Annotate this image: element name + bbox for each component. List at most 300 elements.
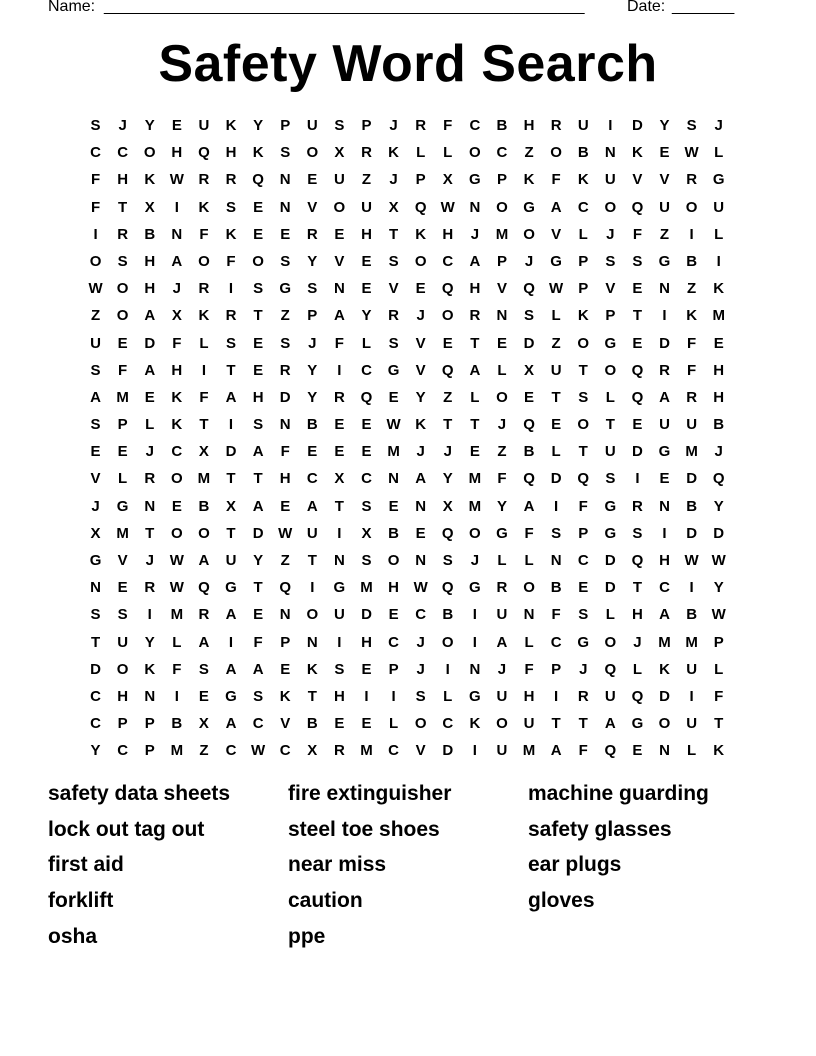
grid-cell: U — [604, 171, 616, 189]
grid-cell: O — [198, 524, 210, 542]
grid-cell: J — [91, 497, 100, 515]
word-column-2 — [288, 778, 528, 956]
grid-cell: L — [605, 388, 615, 406]
grid-cell: E — [253, 361, 264, 379]
grid-cell: K — [713, 742, 725, 760]
grid-cell: U — [361, 198, 372, 216]
grid-cell: E — [361, 715, 372, 733]
grid-cell: E — [334, 225, 345, 243]
grid-cell: N — [90, 579, 101, 597]
grid-cell: U — [713, 198, 725, 216]
grid-cell: E — [334, 416, 345, 434]
grid-cell: K — [686, 307, 698, 325]
grid-cell: O — [198, 252, 210, 270]
grid-cell: R — [659, 361, 670, 379]
grid-cell: F — [226, 252, 236, 270]
grid-cell: D — [632, 443, 643, 461]
grid-cell: A — [659, 606, 670, 624]
grid-cell: O — [577, 416, 590, 434]
grid-cell: F — [199, 225, 209, 243]
grid-cell: Y — [307, 388, 318, 406]
grid-cell: P — [144, 742, 155, 760]
grid-cell: H — [252, 388, 264, 406]
grid-cell: N — [550, 552, 562, 569]
grid-cell: D — [659, 334, 670, 352]
grid-cell: A — [198, 552, 210, 569]
word-list-item: machine guarding — [528, 782, 709, 805]
grid-cell: S — [226, 334, 237, 352]
grid-cell: S — [90, 117, 101, 134]
grid-cell: G — [496, 524, 508, 542]
grid-cell: G — [469, 171, 481, 189]
grid-cell: V — [605, 280, 616, 298]
grid-cell: T — [632, 579, 642, 597]
grid-cell: J — [389, 117, 398, 134]
grid-cell: W — [169, 552, 184, 569]
grid-cell: A — [415, 470, 427, 488]
grid-cell: Q — [631, 552, 644, 569]
grid-cell: B — [442, 606, 454, 624]
grid-cell: C — [442, 252, 454, 270]
grid-cell: O — [414, 252, 427, 270]
grid-cell: E — [171, 117, 182, 134]
grid-cell: L — [497, 361, 507, 379]
grid-cell: E — [90, 443, 101, 461]
grid-cell: C — [306, 470, 318, 488]
grid-cell: X — [307, 742, 318, 760]
grid-cell: D — [442, 742, 454, 760]
grid-cell: K — [415, 225, 427, 243]
grid-cell: M — [522, 742, 536, 760]
grid-cell: T — [307, 687, 317, 705]
grid-cell: T — [226, 470, 236, 488]
grid-cell: L — [714, 144, 724, 162]
grid-cell: M — [712, 307, 725, 325]
grid-cell: U — [306, 117, 318, 134]
grid-cell: E — [496, 334, 507, 352]
grid-cell: I — [174, 198, 179, 216]
grid-cell: U — [550, 361, 562, 379]
grid-cell: E — [415, 280, 426, 298]
grid-cell: Z — [524, 144, 534, 162]
grid-cell: Q — [631, 361, 644, 379]
grid-cell: A — [523, 497, 535, 515]
grid-cell: A — [225, 660, 237, 678]
grid-cell: A — [225, 388, 237, 406]
grid-cell: Q — [523, 416, 535, 434]
grid-cell: W — [711, 606, 726, 624]
grid-cell: J — [145, 552, 154, 569]
grid-cell: S — [253, 687, 264, 705]
grid-cell: I — [662, 307, 667, 325]
grid-cell: A — [225, 606, 237, 624]
grid-cell: I — [228, 416, 234, 434]
grid-cell: N — [659, 742, 670, 760]
grid-cell: O — [116, 280, 129, 298]
grid-row — [82, 302, 734, 329]
grid-row — [82, 357, 734, 384]
grid-cell: K — [225, 117, 237, 134]
grid-cell: T — [253, 307, 263, 325]
word-list-item: lock out tag out — [48, 817, 205, 841]
grid-cell: T — [578, 443, 588, 461]
grid-cell: C — [388, 742, 399, 760]
grid-cell: D — [604, 552, 616, 569]
grid-cell: G — [523, 198, 535, 216]
grid-cell: O — [469, 524, 481, 542]
grid-cell: E — [632, 742, 643, 760]
grid-row — [82, 330, 734, 357]
grid-cell: Z — [280, 552, 290, 569]
grid-cell: O — [523, 225, 535, 243]
grid-cell: S — [334, 117, 345, 134]
grid-cell: D — [604, 579, 616, 597]
grid-cell: R — [361, 144, 372, 162]
grid-cell: Y — [361, 307, 372, 325]
grid-cell: A — [550, 198, 562, 216]
grid-cell: E — [361, 252, 372, 270]
grid-cell: C — [117, 742, 129, 760]
grid-cell: I — [201, 361, 206, 379]
grid-cell: G — [604, 497, 617, 515]
grid-cell: Q — [198, 579, 210, 597]
grid-cell: E — [253, 198, 264, 216]
grid-cell: J — [497, 416, 507, 434]
grid-cell: Q — [604, 660, 617, 678]
grid-cell: R — [686, 171, 698, 189]
grid-cell: V — [307, 198, 318, 216]
grid-cell: V — [659, 171, 670, 189]
grid-cell: C — [496, 144, 508, 162]
grid-cell: G — [279, 280, 292, 298]
grid-cell: D — [90, 660, 101, 678]
grid-cell: D — [686, 524, 698, 542]
grid-cell: G — [469, 687, 481, 705]
grid-cell: U — [686, 416, 698, 434]
grid-cell: O — [523, 579, 535, 597]
grid-cell: B — [198, 497, 210, 515]
grid-cell: O — [116, 660, 129, 678]
grid-cell: O — [496, 715, 508, 733]
grid-cell: G — [712, 171, 725, 189]
grid-cell: N — [604, 144, 616, 162]
grid-row — [82, 221, 734, 248]
grid-cell: R — [333, 388, 345, 406]
grid-cell: N — [144, 497, 156, 515]
grid-cell: S — [361, 497, 372, 515]
grid-cell: A — [90, 388, 101, 406]
grid-cell: Q — [631, 198, 644, 216]
grid-cell: P — [551, 660, 562, 678]
grid-cell: K — [225, 225, 237, 243]
grid-cell: F — [172, 660, 182, 678]
grid-cell: I — [445, 660, 450, 678]
grid-cell: I — [391, 687, 396, 705]
grid-cell: D — [713, 524, 725, 542]
grid-cell: I — [608, 117, 613, 134]
grid-cell: L — [551, 443, 561, 461]
grid-cell: I — [554, 497, 559, 515]
grid-cell: W — [440, 198, 455, 216]
grid-cell: U — [333, 171, 345, 189]
grid-cell: H — [144, 252, 156, 270]
grid-cell: O — [89, 252, 102, 270]
grid-cell: E — [659, 470, 670, 488]
grid-cell: C — [388, 633, 399, 651]
grid-cell: I — [337, 361, 342, 379]
grid-row — [82, 737, 734, 764]
word-list-item: osha — [48, 924, 98, 948]
grid-cell: P — [605, 307, 616, 325]
grid-cell: P — [144, 715, 155, 733]
grid-cell: X — [90, 524, 101, 542]
date-blank-line: _______ — [672, 0, 735, 15]
grid-cell: H — [171, 361, 183, 379]
grid-cell: F — [443, 117, 453, 134]
grid-cell: Z — [659, 225, 670, 243]
grid-cell: Q — [712, 470, 725, 488]
grid-cell: L — [470, 388, 480, 406]
grid-cell: H — [171, 144, 183, 162]
grid-cell: V — [632, 171, 643, 189]
word-column-1 — [48, 778, 288, 956]
grid-cell: G — [333, 579, 346, 597]
grid-cell: F — [280, 443, 290, 461]
grid-cell: T — [443, 416, 453, 434]
grid-cell: K — [713, 280, 725, 298]
word-column-3 — [528, 778, 768, 921]
grid-cell: U — [496, 742, 508, 760]
grid-cell: V — [415, 361, 426, 379]
grid-cell: J — [443, 443, 452, 461]
grid-row — [82, 547, 734, 574]
grid-cell: X — [334, 144, 345, 162]
grid-cell: E — [578, 579, 589, 597]
grid-cell: U — [117, 633, 129, 651]
grid-cell: F — [334, 334, 344, 352]
grid-cell: A — [252, 660, 264, 678]
grid-cell: R — [469, 307, 481, 325]
grid-cell: C — [659, 579, 670, 597]
grid-row — [82, 493, 734, 520]
grid-cell: C — [550, 633, 562, 651]
grid-cell: F — [714, 687, 724, 705]
grid-cell: Y — [415, 388, 426, 406]
grid-cell: L — [632, 660, 642, 678]
grid-cell: J — [579, 660, 588, 678]
grid-cell: L — [388, 715, 399, 733]
grid-cell: D — [550, 470, 562, 488]
grid-cell: F — [578, 742, 588, 760]
grid-row — [82, 710, 734, 737]
grid-cell: U — [225, 552, 237, 569]
grid-cell: I — [364, 687, 369, 705]
page-title: Safety Word Search — [158, 35, 658, 93]
grid-cell: F — [172, 334, 182, 352]
grid-cell: V — [496, 280, 507, 298]
word-list-item: caution — [288, 889, 363, 913]
grid-cell: P — [280, 633, 291, 651]
grid-cell: R — [198, 171, 210, 189]
date-label: Date: — [627, 0, 666, 15]
grid-cell: N — [523, 606, 535, 624]
grid-cell: Q — [441, 579, 454, 597]
grid-cell: U — [686, 715, 698, 733]
grid-cell: V — [334, 252, 345, 270]
grid-cell: B — [686, 497, 698, 515]
grid-cell: K — [388, 144, 399, 162]
grid-cell: J — [308, 334, 317, 352]
grid-cell: R — [198, 606, 210, 624]
grid-cell: G — [469, 579, 481, 597]
word-list-item: safety glasses — [528, 817, 672, 841]
grid-cell: O — [333, 198, 346, 216]
grid-cell: G — [89, 552, 102, 569]
grid-cell: E — [388, 606, 399, 624]
grid-cell: A — [496, 633, 508, 651]
grid-cell: J — [497, 660, 507, 678]
word-list-item: gloves — [528, 889, 595, 913]
grid-cell: V — [415, 742, 426, 760]
grid-cell: E — [659, 144, 670, 162]
grid-cell: L — [443, 144, 453, 162]
grid-cell: Q — [198, 144, 210, 162]
grid-cell: M — [468, 497, 482, 515]
grid-cell: O — [496, 198, 508, 216]
grid-cell: L — [199, 334, 209, 352]
grid-cell: G — [387, 361, 400, 379]
grid-cell: W — [251, 742, 266, 760]
grid-cell: N — [659, 280, 670, 298]
grid-cell: T — [226, 524, 236, 542]
grid-cell: T — [90, 633, 101, 651]
grid-cell: C — [171, 443, 183, 461]
name-label: Name: — [48, 0, 96, 15]
grid-cell: M — [495, 225, 509, 243]
grid-cell: L — [605, 606, 615, 624]
grid-cell: H — [117, 171, 129, 189]
grid-cell: H — [632, 606, 643, 624]
grid-cell: R — [144, 579, 156, 597]
grid-cell: D — [144, 334, 156, 352]
grid-cell: A — [469, 361, 481, 379]
grid-cell: I — [716, 252, 721, 270]
grid-cell: R — [117, 225, 129, 243]
grid-cell: C — [252, 715, 264, 733]
grid-row — [82, 166, 734, 193]
grid-cell: Z — [90, 307, 101, 325]
grid-cell: K — [415, 416, 427, 434]
grid-cell: S — [578, 606, 589, 624]
grid-cell: A — [333, 307, 345, 325]
grid-cell: Z — [551, 334, 561, 352]
grid-cell: X — [442, 171, 453, 189]
grid-cell: E — [388, 388, 399, 406]
grid-cell: H — [713, 361, 725, 379]
grid-cell: A — [171, 252, 183, 270]
grid-cell: J — [714, 443, 723, 461]
grid-cell: S — [632, 524, 643, 542]
grid-cell: Y — [307, 252, 318, 270]
grid-cell: E — [253, 606, 264, 624]
grid-cell: B — [686, 252, 698, 270]
grid-cell: S — [226, 198, 237, 216]
grid-cell: N — [333, 280, 345, 298]
grid-cell: E — [632, 334, 643, 352]
grid-cell: Z — [443, 388, 453, 406]
grid-row — [82, 139, 734, 166]
grid-cell: J — [714, 117, 723, 134]
grid-cell: K — [632, 144, 643, 162]
grid-cell: E — [280, 497, 291, 515]
grid-cell: G — [225, 579, 237, 597]
grid-cell: P — [280, 117, 291, 134]
grid-cell: W — [169, 171, 184, 189]
grid-cell: S — [578, 388, 589, 406]
grid-cell: B — [713, 416, 725, 434]
grid-cell: X — [198, 443, 209, 461]
grid-cell: B — [388, 524, 399, 542]
grid-cell: K — [171, 388, 183, 406]
grid-cell: H — [279, 470, 291, 488]
grid-cell: F — [687, 334, 697, 352]
grid-cell: P — [117, 416, 128, 434]
grid-cell: T — [334, 497, 344, 515]
grid-row — [82, 384, 734, 411]
grid-cell: X — [334, 470, 345, 488]
grid-cell: A — [306, 497, 318, 515]
grid-cell: S — [388, 334, 399, 352]
grid-cell: L — [118, 470, 128, 488]
grid-cell: S — [280, 252, 291, 270]
grid-cell: F — [524, 660, 534, 678]
grid-cell: G — [658, 443, 671, 461]
grid-cell: Y — [144, 117, 155, 134]
grid-cell: G — [225, 687, 237, 705]
grid-cell: E — [551, 416, 562, 434]
grid-cell: E — [361, 443, 372, 461]
grid-cell: A — [252, 443, 264, 461]
grid-cell: M — [116, 388, 129, 406]
grid-cell: L — [714, 660, 724, 678]
grid-cell: Z — [687, 280, 697, 298]
grid-cell: A — [198, 633, 210, 651]
grid-cell: Q — [414, 198, 427, 216]
grid-cell: N — [469, 198, 481, 216]
grid-cell: N — [279, 606, 291, 624]
grid-cell: O — [170, 470, 183, 488]
grid-cell: J — [416, 633, 425, 651]
grid-cell: U — [604, 687, 616, 705]
grid-cell: H — [523, 687, 535, 705]
grid-cell: L — [524, 633, 534, 651]
grid-cell: J — [524, 252, 534, 270]
grid-cell: E — [117, 443, 128, 461]
grid-cell: O — [306, 144, 319, 162]
grid-cell: P — [415, 171, 426, 189]
grid-cell: A — [659, 388, 670, 406]
grid-cell: N — [279, 171, 291, 189]
grid-cell: Y — [253, 552, 264, 569]
grid-cell: U — [577, 117, 589, 134]
grid-cell: O — [252, 252, 264, 270]
grid-cell: N — [415, 552, 427, 569]
grid-cell: I — [554, 687, 559, 705]
grid-cell: L — [172, 633, 182, 651]
grid-cell: E — [442, 334, 453, 352]
grid-cell: I — [472, 633, 477, 651]
grid-cell: E — [117, 579, 128, 597]
